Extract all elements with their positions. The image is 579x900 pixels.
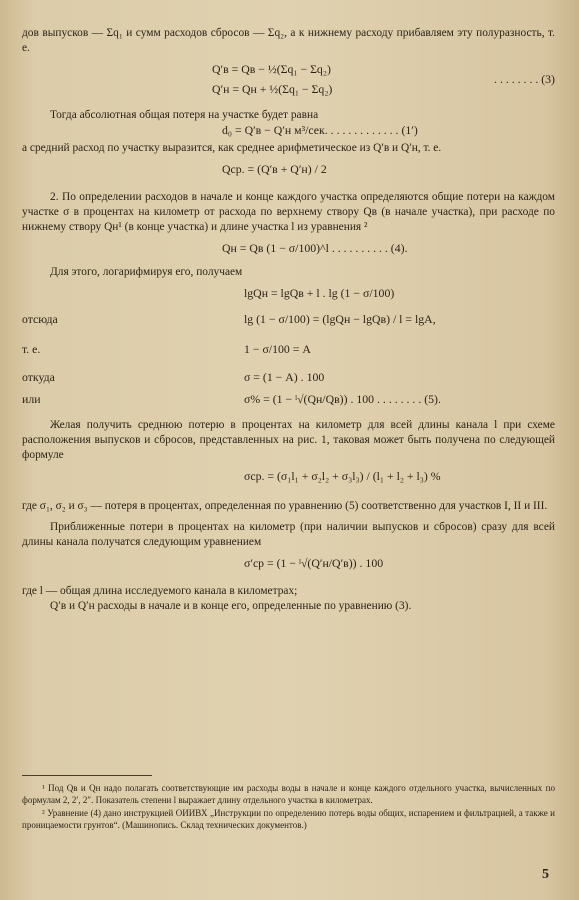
equation-3a: Q′в = Qв − ½(Σq₁ − Σq₂) <box>212 62 331 76</box>
paragraph: а средний расход по участку выразится, как среднее арифметическое из Q′в и Q′н, т. е. <box>22 142 442 154</box>
paragraph: 2. По определении расходов в начале и конце каждого участка определяются общие потери на каждом участке σ в процентах на километр от расхода по верхнему створу Qв (в начале участка), при расходе по нижнему створу Qн¹ (в конце участка) и длине участка l из уравнения ² <box>22 191 555 233</box>
equation-3b: Q′н = Qн + ½(Σq₁ − Σq₂) . . . . . . . . (3) <box>212 72 555 96</box>
equation-te: т. е. 1 − σ/100 = A <box>22 342 311 356</box>
footnote-divider <box>22 775 152 776</box>
paragraph: Для этого, логарифмируя его, получаем <box>50 266 243 278</box>
equation-number: . . . . . . . . (3) <box>494 72 555 86</box>
equation-log: lgQн = lgQв + l . lg (1 − σ/100) <box>244 286 395 300</box>
equation-otkuda: откуда σ = (1 − A) . 100 <box>22 370 325 384</box>
footnote: ² Уравнение (4) дано инструкцией ОИИВХ „Инструкции по определению потерь воды общих, испарением и фильтрацией, а также и проницаемости грунтов“. (Машинопись. Склад технических документов.) <box>22 808 555 830</box>
paragraph: где l — общая длина исследуемого канала в километрах; <box>22 585 298 597</box>
label-otkuda: откуда <box>22 370 55 384</box>
page-number: 5 <box>542 867 549 882</box>
equation-otsyuda: отсюда lg (1 − σ/100) = (lgQн − lgQв) / l = lgA, <box>22 312 436 326</box>
footnote: ¹ Под Qв и Qн надо полагать соответствующие им расходы воды в начале и конце каждого отдельного участка, вычисленных по формулам 2, 2′, 2″. Показатель степени l выражает длину отдельного участка в километрах. <box>22 783 555 805</box>
equation-5: или σ% = (1 − ˡ√(Qн/Qв)) . 100 . . . . . . . . (5). <box>22 392 441 406</box>
label-otsyuda: отсюда <box>22 312 58 326</box>
equation-mean-loss: σср. = (σ₁l₁ + σ₂l₂ + σ₃l₃) / (l₁ + l₂ + l₃) % <box>244 469 441 483</box>
label-ili: или <box>22 392 41 406</box>
equation-mean: Qср. = (Q′в + Q′н) / 2 <box>222 162 327 176</box>
equation-final: σ′ср = (1 − ˡ√(Q′н/Q′в)) . 100 <box>244 556 384 570</box>
paragraph: где σ₁, σ₂ и σ₃ — потеря в процентах, определенная по уравнению (5) соответственно для участков I, II и III. <box>22 500 548 512</box>
paragraph: Приближенные потери в процентах на километр (при наличии выпусков и сбросов) сразу для всей длины канала получатся следующим уравнением <box>22 521 555 548</box>
paragraph: Тогда абсолютная общая потеря на участке будет равна <box>50 109 319 121</box>
paragraph: Q′в и Q′н расходы в начале и в конце его, определенные по уравнению (3). <box>50 600 412 612</box>
paragraph: Желая получить среднюю потерю в процентах на километр для всей длины канала l при схеме расположения выпусков и сбросов, представленных на рис. 1, таковая может быть получена по следующей формуле <box>22 419 555 461</box>
paragraph: дов выпусков — Σq₁ и сумм расходов сбросов — Σq₂, а к нижнему расходу прибавляем эту полуразность, т. е. <box>22 27 555 54</box>
footnotes <box>22 782 555 832</box>
label-te: т. е. <box>22 342 41 356</box>
equation-1-prime: d₀ = Q′в − Q′н м³/сек. . . . . . . . . . . . . (1′) <box>222 123 418 137</box>
equation-4: Qн = Qв (1 − σ/100)^l . . . . . . . . . . (4). <box>222 241 408 255</box>
